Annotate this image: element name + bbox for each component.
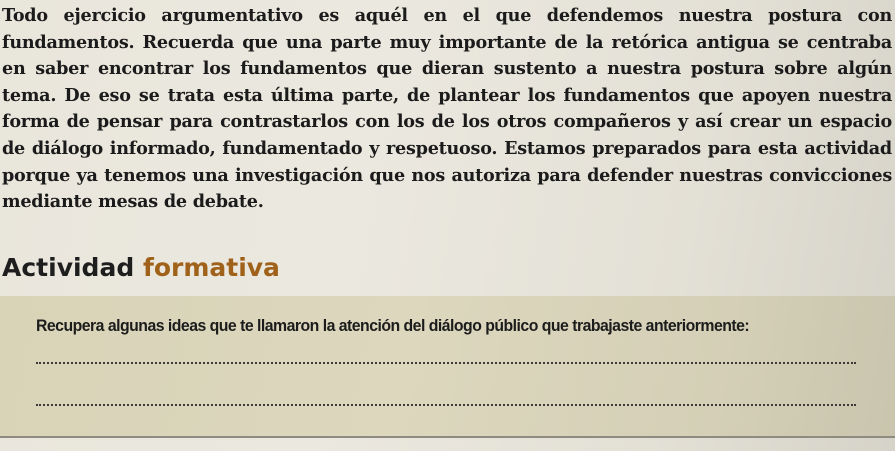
bottom-divider: [0, 436, 895, 438]
activity-heading: [2, 253, 280, 283]
activity-box: [0, 296, 895, 436]
activity-heading-accent: formativa: [142, 253, 280, 282]
activity-heading-prefix: Actividad: [2, 253, 135, 282]
answer-line-2[interactable]: [36, 404, 856, 406]
answer-line-1[interactable]: [36, 362, 856, 364]
intro-paragraph: Todo ejercicio argumentativo es aquél en el que defendemos nuestra postura con fundamentos. Recuerda que una parte muy importante de la retórica antigua se centraba en saber encontrar los fundamentos que dieran sustento a nuestra postura sobre algún tema. De eso se trata esta última parte, de plantear los fundamentos que apoyen nuestra forma de pensar para contrastarlos con los de los otros compañeros y así crear un espacio de diálogo informado, fundamentado y respetuoso. Estamos preparados para esta actividad porque ya tenemos una investigación que nos autoriza para defender nuestras convicciones mediante mesas de debate.: [2, 5, 892, 213]
activity-prompt: Recupera algunas ideas que te llamaron la atención del diálogo público que trabajaste anteriormente:: [36, 316, 750, 335]
